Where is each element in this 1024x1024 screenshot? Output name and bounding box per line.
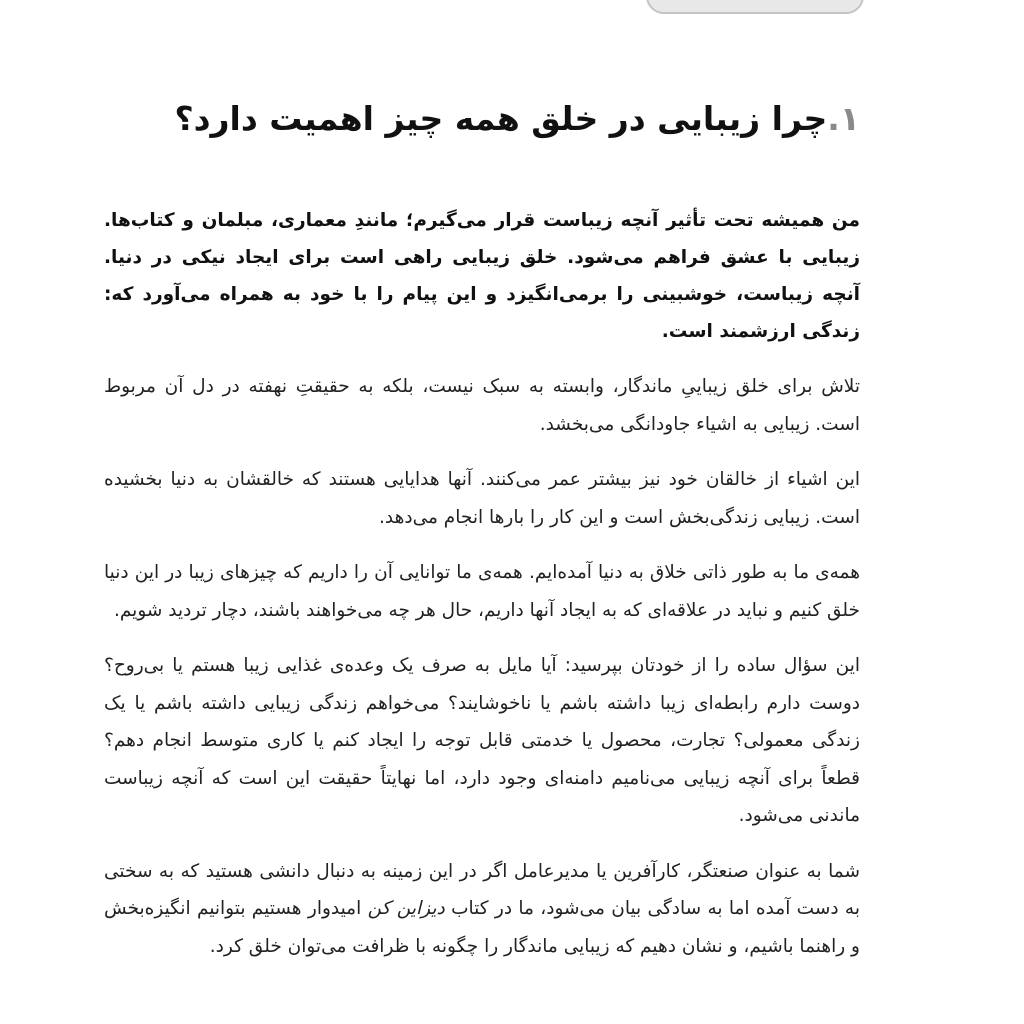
body-paragraph-2: این اشیاء از خالقان خود نیز بیشتر عمر می‌کنند. آنها هدایایی هستند که خالقشان به دنیا بخشیده است. زیبایی زندگی‌بخش است و این کار را بارها انجام می‌دهد. (104, 469, 860, 528)
book-title: دیزاین کن (367, 898, 445, 919)
intro-paragraph: من همیشه تحت تأثیر آنچه زیباست قرار می‌گیرم؛ مانندِ معماری، مبلمان و کتاب‌ها. زیبایی با عشق فراهم می‌شود. خلق زیبایی راهی است برای ایجاد نیکی در دنیا. آنچه زیباست، خوشبینی را برمی‌انگیزد و این پیام را با خود به همراه می‌آورد که: زندگی ارزشمند است. (104, 210, 860, 342)
chapter-number: ۱. (827, 99, 860, 138)
body-paragraph-5 (104, 853, 860, 966)
body-paragraph-4: این سؤال ساده را از خودتان بپرسید: آیا مایل به صرف یک وعده‌ی غذایی زیبا هستم یا بی‌روح؟ دوست دارم رابطه‌ای زیبا داشته باشم یا ناخوشایند؟ می‌خواهم زندگی زیبایی داشته باشم یا یک زندگی معمولی؟ تجارت، محصول یا خدمتی قابل توجه را ایجاد کنم یا کاری متوسط انجام دهم؟ قطعاً برای آنچه زیبایی می‌نامیم دامنه‌ای وجود دارد، اما نهایتاً حقیقت این است که آنچه زیباست ماندنی می‌شود. (104, 655, 860, 826)
chapter-title (104, 96, 860, 142)
body-paragraph-5-end: امیدوار هستیم بتوانیم انگیزه‌بخش و راهنما باشیم، و نشان دهیم که زیبایی ماندگار را چگونه با ظرافت می‌توان خلق کرد. (104, 898, 860, 957)
chapter-title-text: چرا زیبایی در خلق همه چیز اهمیت دارد؟ (174, 99, 828, 138)
body-paragraph-3: همه‌ی ما به طور ذاتی خلاق به دنیا آمده‌ایم. همه‌ی ما توانایی آن را داریم که چیزهای زیبا در این دنیا خلق کنیم و نباید در علاقه‌ای که به ایجاد آنها داریم، حال هر چه می‌خواهند باشند، دچار تردید شویم. (104, 562, 860, 621)
book-page (104, 0, 860, 965)
body-paragraph-1: تلاش برای خلق زیباییِ ماندگار، وابسته به سبک نیست، بلکه به حقیقتِ نهفته در دل آن مربوط است. زیبایی به اشیاء جاودانگی می‌بخشد. (104, 376, 860, 435)
body-paragraph-5-start: شما به عنوان صنعتگر، کارآفرین یا مدیرعامل اگر در این زمینه به دنبال دانشی هستید که به سختی به دست آمده اما به سادگی بیان می‌شود، ما در کتاب (104, 860, 860, 919)
